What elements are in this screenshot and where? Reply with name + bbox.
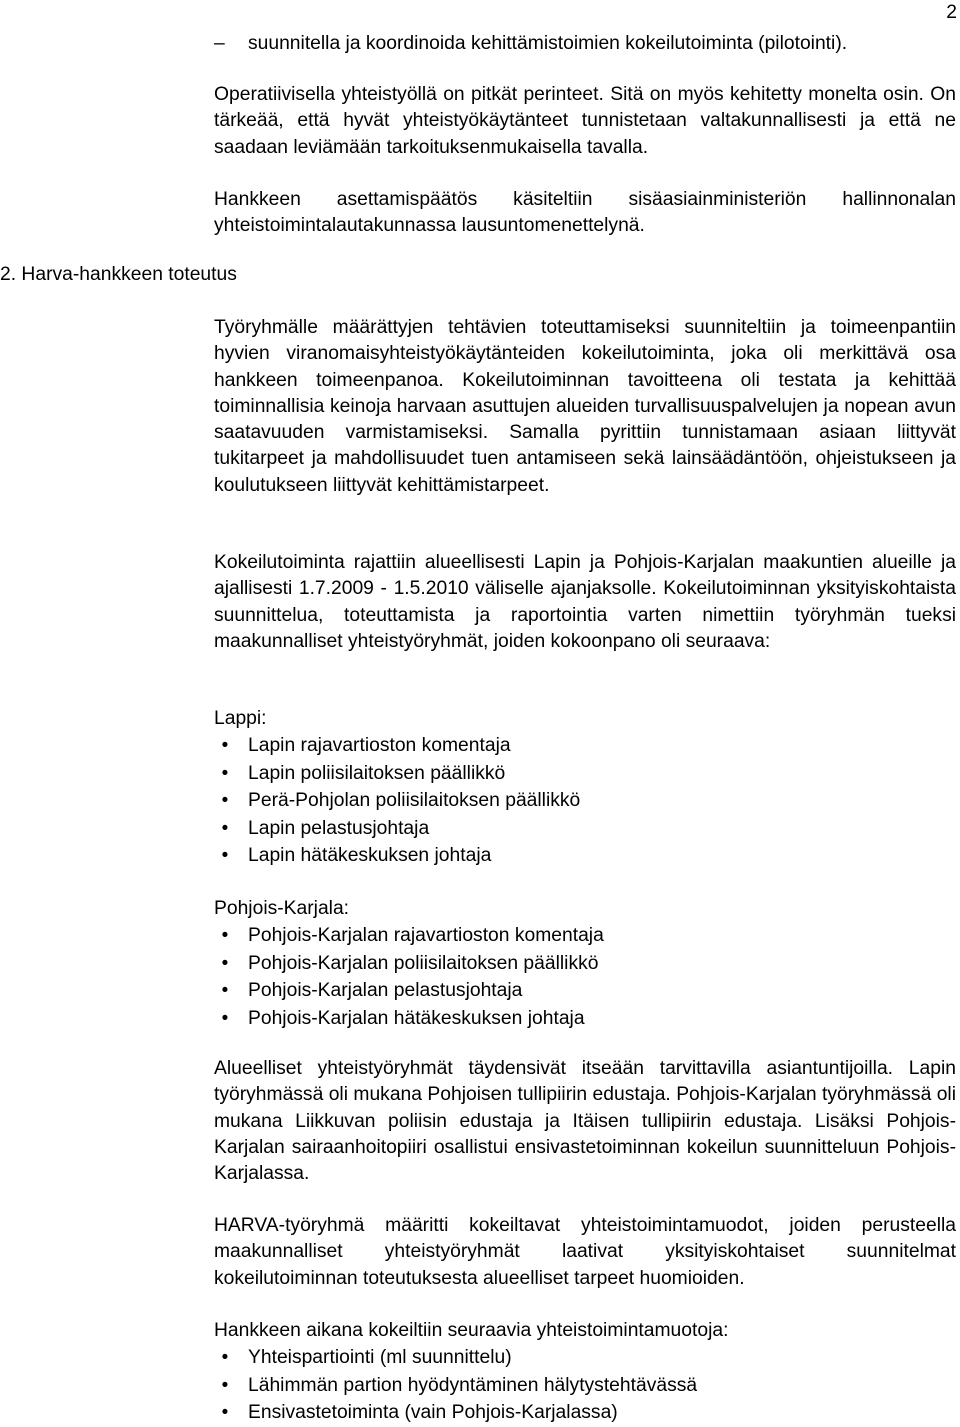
dash-list-item xyxy=(214,31,956,57)
list-item: • Lapin poliisilaitoksen päällikkö xyxy=(214,760,956,788)
list-item: • Perä-Pohjolan poliisilaitoksen päällikkö xyxy=(214,787,956,815)
bullet-icon: • xyxy=(221,980,229,1002)
bullet-icon: • xyxy=(221,735,229,757)
paragraph-pilot-scope xyxy=(214,550,956,655)
list-item: • Lapin hätäkeskuksen johtaja xyxy=(214,842,956,870)
bullet-list xyxy=(214,922,956,1032)
paragraph-text: HARVA-työryhmä määritti kokeiltavat yhteistoimintamuodot, joiden perusteella maakunnalliset yhteistyöryhmät laativat yksityiskohtaiset suunnitelmat kokeilutoiminnan toteutuksesta alueelliset tarpeet huomioiden. xyxy=(214,1215,956,1289)
paragraph-decision xyxy=(214,187,956,240)
paragraph-working-group xyxy=(214,315,956,499)
list-label: Hankkeen aikana kokeiltiin seuraavia yhteistoimintamuotoja: xyxy=(214,1320,729,1341)
list-item: • Pohjois-Karjalan pelastusjohtaja xyxy=(214,977,956,1005)
section-heading: 2. Harva-hankkeen toteutus xyxy=(0,264,237,285)
list-lappi xyxy=(214,706,956,870)
bullet-list xyxy=(214,1344,956,1427)
list-item: • Lähimmän partion hyödyntäminen hälytystehtävässä xyxy=(214,1372,956,1400)
list-item: • Ensivastetoiminta (vain Pohjois-Karjalassa) xyxy=(214,1399,956,1427)
list-item: • Yhteispartiointi (ml suunnittelu) xyxy=(214,1344,956,1372)
bullet-icon: • xyxy=(221,1402,229,1424)
dash-item-text: suunnitella ja koordinoida kehittämistoimien kokeilutoiminta (pilotointi). xyxy=(248,33,848,54)
dash-bullet: – xyxy=(214,33,225,54)
paragraph-text: Alueelliset yhteistyöryhmät täydensivät itseään tarvittavilla asiantuntijoilla. Lapin työryhmässä oli mukana Pohjoisen tullipiirin edustaja. Pohjois-Karjalan työryhmässä oli mukana Liikkuvan poliisin edustaja ja Itäisen tullipiirin edustaja. Lisäksi Pohjois-Karjalan sairaanhoitopiiri osallistui ensivastetoiminnan kokeilun suunnitteluun Pohjois-Karjalassa. xyxy=(214,1058,956,1185)
bullet-icon: • xyxy=(221,845,229,867)
paragraph-experts xyxy=(214,1056,956,1187)
bullet-icon: • xyxy=(221,1374,229,1396)
bullet-icon: • xyxy=(221,1007,229,1029)
bullet-icon: • xyxy=(221,925,229,947)
paragraph-cooperation xyxy=(214,82,956,161)
list-item: • Pohjois-Karjalan rajavartioston komentaja xyxy=(214,922,956,950)
bullet-icon: • xyxy=(221,762,229,784)
page-number: 2 xyxy=(946,2,957,23)
list-cooperation-forms xyxy=(214,1318,956,1427)
list-item: • Pohjois-Karjalan hätäkeskuksen johtaja xyxy=(214,1005,956,1033)
bullet-list xyxy=(214,732,956,870)
paragraph-harva xyxy=(214,1213,956,1292)
bullet-icon: • xyxy=(221,952,229,974)
bullet-icon: • xyxy=(221,790,229,812)
paragraph-text: Operatiivisella yhteistyöllä on pitkät perinteet. Sitä on myös kehitetty monelta osin. On tärkeää, että hyvät yhteistyökäytänteet tunnistetaan valtakunnallisesti ja että ne saadaan leviämään tarkoituksenmukaisella tavalla. xyxy=(214,84,956,158)
list-label: Pohjois-Karjala: xyxy=(214,898,350,919)
list-item: • Lapin pelastusjohtaja xyxy=(214,815,956,843)
paragraph-text: Kokeilutoiminta rajattiin alueellisesti Lapin ja Pohjois-Karjalan maakuntien alueille ja ajallisesti 1.7.2009 - 1.5.2010 väliselle ajanjaksolle. Kokeilutoiminnan yksityiskohtaista suunnittelua, toteuttamista ja raportointia varten nimettiin työryhmän tueksi maakunnalliset yhteistyöryhmät, joiden kokoonpano oli seuraava: xyxy=(214,552,956,652)
bullet-icon: • xyxy=(221,817,229,839)
paragraph-text: Hankkeen asettamispäätös käsiteltiin sisäasiainministeriön hallinnonalan yhteistoimintalautakunnassa lausuntomenettelynä. xyxy=(214,189,956,237)
list-pohjois-karjala xyxy=(214,896,956,1032)
list-label: Lappi: xyxy=(214,708,267,729)
paragraph-text: Työryhmälle määrättyjen tehtävien toteuttamiseksi suunniteltiin ja toimeenpantiin hyvien viranomaisyhteistyökäytänteiden kokeilutoiminta, joka oli merkittävä osa hankkeen toimeenpanoa. Kokeilutoiminnan tavoitteena oli testata ja kehittää toiminnallisia keinoja harvaan asuttujen alueiden turvallisuuspalvelujen ja nopean avun saatavuuden varmistamiseksi. Samalla pyrittiin tunnistamaan asiaan liittyvät tukitarpeet ja mahdollisuudet tuen antamiseen sekä lainsäädäntöön, ohjeistukseen ja koulutukseen liittyvät kehittämistarpeet. xyxy=(214,317,956,496)
list-item: • Pohjois-Karjalan poliisilaitoksen päällikkö xyxy=(214,950,956,978)
list-item: • Lapin rajavartioston komentaja xyxy=(214,732,956,760)
bullet-icon: • xyxy=(221,1347,229,1369)
